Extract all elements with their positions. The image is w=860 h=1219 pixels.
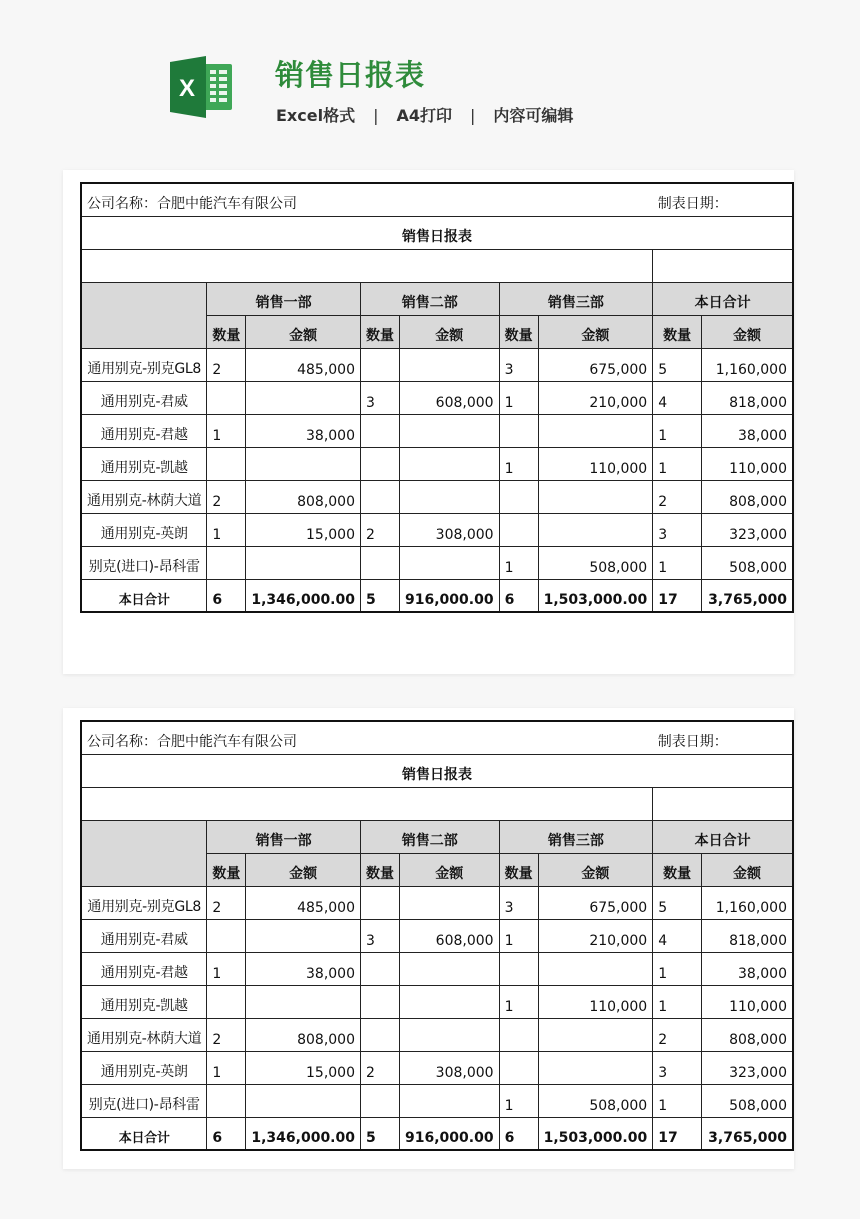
- blank-cell: [653, 787, 793, 820]
- quantity-cell: 3: [653, 513, 702, 546]
- amount-cell: [400, 886, 500, 919]
- quantity-cell: 2: [653, 480, 702, 513]
- quantity-cell: [361, 1084, 400, 1117]
- amount-cell: [400, 348, 500, 381]
- table-row: [81, 952, 793, 985]
- product-name: 通用别克-别克GL8: [81, 348, 207, 381]
- amount-cell: [538, 1018, 653, 1051]
- amount-cell: [400, 952, 500, 985]
- amount-cell: [246, 919, 361, 952]
- amount-cell: 818,000: [702, 381, 794, 414]
- quantity-cell: 1: [207, 513, 246, 546]
- amount-cell: 38,000: [702, 414, 794, 447]
- quantity-cell: 5: [653, 348, 702, 381]
- amount-cell: 508,000: [538, 1084, 653, 1117]
- amount-cell: 110,000: [702, 447, 794, 480]
- table-row: [81, 480, 793, 513]
- quantity-cell: 6: [207, 1117, 246, 1150]
- quantity-cell: [361, 952, 400, 985]
- tag-format: Excel格式: [276, 106, 356, 125]
- product-header-cell: [81, 820, 207, 886]
- quantity-cell: [499, 952, 538, 985]
- amount-cell: [400, 480, 500, 513]
- quantity-cell: [499, 1051, 538, 1084]
- amount-cell: 818,000: [702, 919, 794, 952]
- quantity-cell: 17: [653, 1117, 702, 1150]
- quantity-cell: 1: [653, 546, 702, 579]
- quantity-cell: 2: [653, 1018, 702, 1051]
- quantity-cell: 4: [653, 919, 702, 952]
- amount-cell: [400, 447, 500, 480]
- quantity-cell: [499, 414, 538, 447]
- amount-header: 金额: [538, 853, 653, 886]
- quantity-cell: 17: [653, 579, 702, 612]
- quantity-cell: 3: [361, 919, 400, 952]
- amount-cell: [246, 546, 361, 579]
- quantity-cell: [361, 348, 400, 381]
- quantity-cell: 1: [653, 952, 702, 985]
- table-row: [81, 985, 793, 1018]
- dept-header-3: 销售三部: [499, 282, 653, 315]
- amount-cell: 1,346,000.00: [246, 579, 361, 612]
- quantity-cell: 3: [499, 348, 538, 381]
- product-name: 通用别克-君威: [81, 919, 207, 952]
- qty-header: 数量: [653, 853, 702, 886]
- amount-cell: 508,000: [538, 546, 653, 579]
- quantity-cell: [361, 480, 400, 513]
- dept-header-1: 销售一部: [207, 282, 361, 315]
- product-name: 通用别克-林荫大道: [81, 480, 207, 513]
- table-row: [81, 381, 793, 414]
- product-name: 通用别克-君越: [81, 952, 207, 985]
- quantity-cell: [499, 480, 538, 513]
- sheet-title: 销售日报表: [81, 754, 793, 787]
- company-name: 公司名称：合肥中能汽车有限公司: [81, 721, 653, 754]
- product-name: 通用别克-君威: [81, 381, 207, 414]
- amount-cell: 808,000: [702, 480, 794, 513]
- quantity-cell: 1: [499, 1084, 538, 1117]
- table-row: [81, 886, 793, 919]
- quantity-cell: 1: [499, 381, 538, 414]
- amount-cell: 608,000: [400, 919, 500, 952]
- quantity-cell: [207, 546, 246, 579]
- amount-cell: 485,000: [246, 886, 361, 919]
- quantity-cell: [361, 447, 400, 480]
- amount-header: 金额: [246, 853, 361, 886]
- quantity-cell: [361, 414, 400, 447]
- quantity-cell: 5: [361, 579, 400, 612]
- amount-cell: [538, 952, 653, 985]
- report-date-label: 制表日期：: [653, 183, 793, 216]
- quantity-cell: 1: [653, 985, 702, 1018]
- quantity-cell: 1: [207, 1051, 246, 1084]
- daily-total-header: 本日合计: [653, 282, 793, 315]
- quantity-cell: 6: [207, 579, 246, 612]
- excel-icon: [170, 56, 234, 118]
- amount-header: 金额: [400, 853, 500, 886]
- quantity-cell: 2: [207, 348, 246, 381]
- amount-cell: 15,000: [246, 1051, 361, 1084]
- quantity-cell: [207, 381, 246, 414]
- product-name: 通用别克-林荫大道: [81, 1018, 207, 1051]
- amount-cell: [246, 1084, 361, 1117]
- feature-tags: [276, 103, 573, 126]
- separator: |: [470, 106, 476, 125]
- total-label: 本日合计: [81, 579, 207, 612]
- quantity-cell: 5: [361, 1117, 400, 1150]
- quantity-cell: [499, 513, 538, 546]
- product-name: 通用别克-英朗: [81, 1051, 207, 1084]
- amount-cell: 675,000: [538, 886, 653, 919]
- amount-cell: [246, 381, 361, 414]
- product-header-cell: [81, 282, 207, 348]
- blank-cell: [81, 787, 653, 820]
- company-name: 公司名称：合肥中能汽车有限公司: [81, 183, 653, 216]
- amount-cell: [538, 480, 653, 513]
- tag-print: A4打印: [396, 106, 452, 125]
- qty-header: 数量: [361, 315, 400, 348]
- amount-cell: 808,000: [702, 1018, 794, 1051]
- amount-cell: 808,000: [246, 1018, 361, 1051]
- separator: |: [373, 106, 379, 125]
- product-name: 通用别克-凯越: [81, 447, 207, 480]
- qty-header: 数量: [207, 853, 246, 886]
- quantity-cell: 2: [207, 480, 246, 513]
- quantity-cell: [361, 1018, 400, 1051]
- quantity-cell: 1: [653, 1084, 702, 1117]
- total-row: [81, 1117, 793, 1150]
- qty-header: 数量: [653, 315, 702, 348]
- page-title: 销售日报表: [275, 58, 426, 92]
- product-name: 通用别克-君越: [81, 414, 207, 447]
- amount-cell: [400, 985, 500, 1018]
- amount-cell: 608,000: [400, 381, 500, 414]
- amount-header: 金额: [538, 315, 653, 348]
- table-row: [81, 513, 793, 546]
- quantity-cell: 5: [653, 886, 702, 919]
- product-name: 别克(进口)-昂科雷: [81, 1084, 207, 1117]
- amount-cell: 1,160,000: [702, 348, 794, 381]
- amount-cell: 210,000: [538, 381, 653, 414]
- quantity-cell: [499, 1018, 538, 1051]
- quantity-cell: 2: [207, 1018, 246, 1051]
- amount-cell: 3,765,000: [702, 579, 794, 612]
- dept-header-2: 销售二部: [361, 282, 500, 315]
- quantity-cell: 3: [653, 1051, 702, 1084]
- amount-cell: 323,000: [702, 513, 794, 546]
- amount-header: 金额: [702, 315, 794, 348]
- amount-cell: 210,000: [538, 919, 653, 952]
- quantity-cell: 3: [499, 886, 538, 919]
- table-row: [81, 1051, 793, 1084]
- quantity-cell: 1: [653, 414, 702, 447]
- table-row: [81, 1018, 793, 1051]
- amount-cell: [400, 1018, 500, 1051]
- qty-header: 数量: [499, 853, 538, 886]
- quantity-cell: 1: [499, 546, 538, 579]
- quantity-cell: 2: [361, 1051, 400, 1084]
- amount-header: 金额: [400, 315, 500, 348]
- dept-header-1: 销售一部: [207, 820, 361, 853]
- amount-cell: 1,346,000.00: [246, 1117, 361, 1150]
- amount-cell: 1,503,000.00: [538, 579, 653, 612]
- tag-editable: 内容可编辑: [493, 106, 574, 125]
- amount-cell: [246, 447, 361, 480]
- quantity-cell: 1: [499, 919, 538, 952]
- qty-header: 数量: [361, 853, 400, 886]
- amount-cell: 916,000.00: [400, 579, 500, 612]
- table-row: [81, 414, 793, 447]
- quantity-cell: [207, 1084, 246, 1117]
- quantity-cell: 6: [499, 1117, 538, 1150]
- quantity-cell: 2: [207, 886, 246, 919]
- product-name: 通用别克-凯越: [81, 985, 207, 1018]
- amount-cell: 308,000: [400, 1051, 500, 1084]
- amount-cell: 508,000: [702, 1084, 794, 1117]
- product-name: 别克(进口)-昂科雷: [81, 546, 207, 579]
- quantity-cell: 3: [361, 381, 400, 414]
- quantity-cell: 1: [499, 447, 538, 480]
- qty-header: 数量: [499, 315, 538, 348]
- quantity-cell: [207, 447, 246, 480]
- table-row: [81, 919, 793, 952]
- sheet-title: 销售日报表: [81, 216, 793, 249]
- quantity-cell: 1: [499, 985, 538, 1018]
- svg-text:X: X: [178, 75, 196, 102]
- sheet-preview-1: [63, 170, 794, 674]
- quantity-cell: 2: [361, 513, 400, 546]
- amount-cell: 675,000: [538, 348, 653, 381]
- total-label: 本日合计: [81, 1117, 207, 1150]
- table-row: [81, 1084, 793, 1117]
- blank-cell: [653, 249, 793, 282]
- amount-cell: [246, 985, 361, 1018]
- amount-cell: 508,000: [702, 546, 794, 579]
- amount-cell: [538, 1051, 653, 1084]
- product-name: 通用别克-别克GL8: [81, 886, 207, 919]
- amount-cell: 1,160,000: [702, 886, 794, 919]
- amount-header: 金额: [702, 853, 794, 886]
- amount-cell: 485,000: [246, 348, 361, 381]
- amount-cell: [400, 1084, 500, 1117]
- sheet-preview-2: [63, 708, 794, 1169]
- quantity-cell: [361, 886, 400, 919]
- qty-header: 数量: [207, 315, 246, 348]
- amount-cell: [400, 546, 500, 579]
- page-header: [0, 0, 860, 160]
- quantity-cell: [361, 985, 400, 1018]
- quantity-cell: [207, 985, 246, 1018]
- quantity-cell: 1: [207, 414, 246, 447]
- dept-header-3: 销售三部: [499, 820, 653, 853]
- amount-cell: 916,000.00: [400, 1117, 500, 1150]
- quantity-cell: 1: [207, 952, 246, 985]
- amount-cell: 38,000: [702, 952, 794, 985]
- amount-cell: [538, 414, 653, 447]
- quantity-cell: 1: [653, 447, 702, 480]
- table-row: [81, 348, 793, 381]
- table-row: [81, 447, 793, 480]
- amount-cell: 38,000: [246, 414, 361, 447]
- report-date-label: 制表日期：: [653, 721, 793, 754]
- quantity-cell: 4: [653, 381, 702, 414]
- amount-cell: 110,000: [538, 985, 653, 1018]
- total-row: [81, 579, 793, 612]
- amount-cell: 110,000: [538, 447, 653, 480]
- quantity-cell: [361, 546, 400, 579]
- amount-cell: [400, 414, 500, 447]
- product-name: 通用别克-英朗: [81, 513, 207, 546]
- dept-header-2: 销售二部: [361, 820, 500, 853]
- quantity-cell: 6: [499, 579, 538, 612]
- amount-cell: 323,000: [702, 1051, 794, 1084]
- amount-cell: 110,000: [702, 985, 794, 1018]
- amount-header: 金额: [246, 315, 361, 348]
- amount-cell: 3,765,000: [702, 1117, 794, 1150]
- amount-cell: 308,000: [400, 513, 500, 546]
- amount-cell: 1,503,000.00: [538, 1117, 653, 1150]
- amount-cell: 38,000: [246, 952, 361, 985]
- amount-cell: 808,000: [246, 480, 361, 513]
- amount-cell: [538, 513, 653, 546]
- sales-daily-report-table: [80, 720, 794, 1151]
- sales-daily-report-table: [80, 182, 794, 613]
- table-row: [81, 546, 793, 579]
- daily-total-header: 本日合计: [653, 820, 793, 853]
- amount-cell: 15,000: [246, 513, 361, 546]
- quantity-cell: [207, 919, 246, 952]
- blank-cell: [81, 249, 653, 282]
